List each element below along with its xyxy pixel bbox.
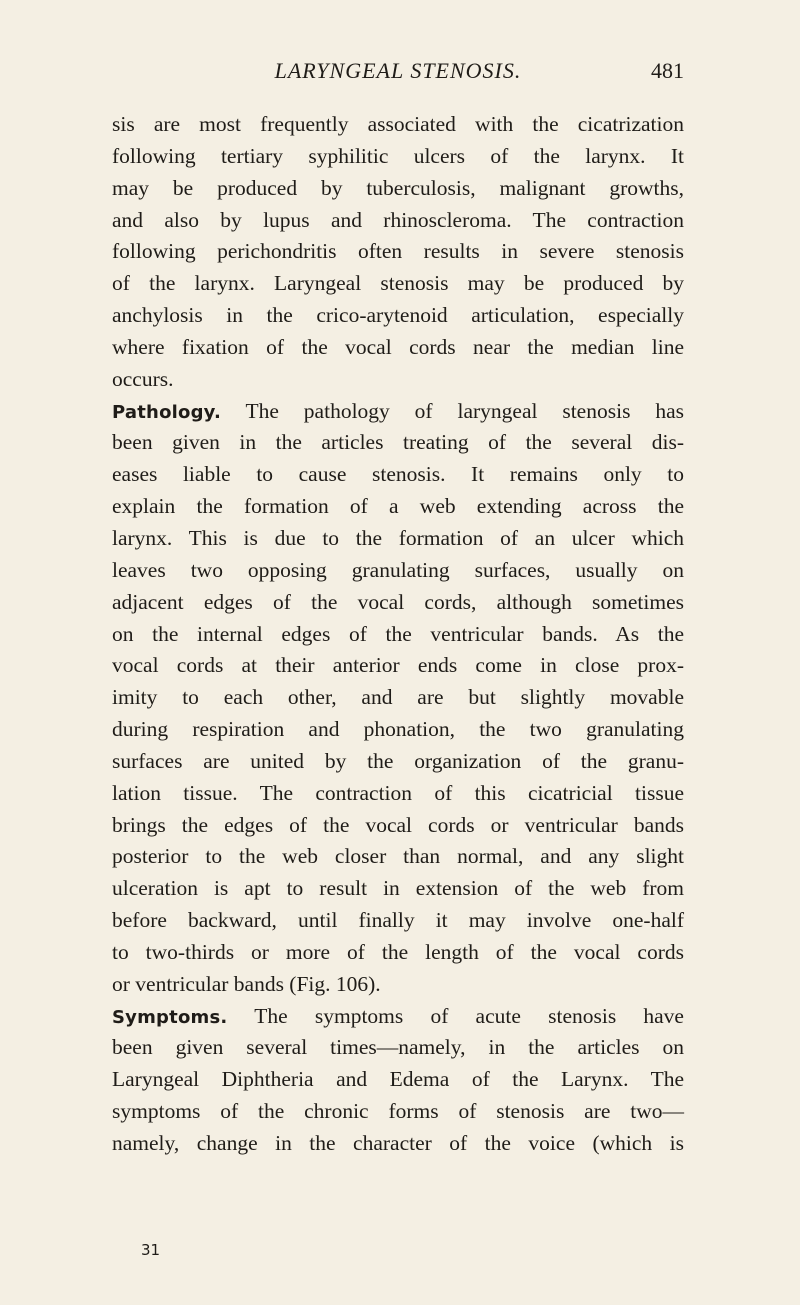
text-line: anchylosis in the crico-arytenoid articulation, especially: [112, 303, 684, 328]
text-line: ulceration is apt to result in extension of the web from: [112, 876, 684, 901]
section-heading-pathology: Pathology.: [112, 401, 221, 423]
text-line: during respiration and phonation, the two granulating: [112, 717, 684, 742]
text-line: lation tissue. The contraction of this cicatricial tissue: [112, 780, 684, 805]
text-line: brings the edges of the vocal cords or ventricular bands: [112, 812, 684, 837]
text-line: posterior to the web closer than normal, and any slight: [112, 844, 684, 869]
text-line: larynx. This is due to the formation of an ulcer which: [112, 525, 684, 550]
text-line: surfaces are united by the organization of the granu-: [112, 748, 684, 773]
text-line: sis are most frequently associated with the cicatrization: [112, 112, 684, 136]
text-line: Laryngeal Diphtheria and Edema of the Larynx. The: [112, 1067, 684, 1092]
text-line: on the internal edges of the ventricular bands. As the: [112, 621, 684, 646]
text-line: of the larynx. Laryngeal stenosis may be produced by: [112, 271, 684, 296]
section-heading-symptoms: Symptoms.: [112, 1006, 228, 1028]
text-line: adjacent edges of the vocal cords, although sometimes: [112, 589, 684, 614]
text-line: leaves two opposing granulating surfaces, usually on: [112, 557, 684, 582]
text-line: explain the formation of a web extending across the: [112, 494, 684, 519]
text-line: vocal cords at their anterior ends come in close prox-: [112, 653, 684, 678]
text-line: imity to each other, and are but slightly movable: [112, 685, 684, 710]
text-line: been given several times—namely, in the articles on: [112, 1035, 684, 1060]
text-line: namely, change in the character of the voice (which is: [112, 1131, 684, 1155]
text-line: eases liable to cause stenosis. It remains only to: [112, 462, 684, 487]
text-line: before backward, until finally it may involve one-half: [112, 908, 684, 933]
text-line: or ventricular bands (Fig. 106).: [112, 971, 381, 996]
text-line: symptoms of the chronic forms of stenosis are two—: [112, 1099, 684, 1124]
text-line: to two-thirds or more of the length of the vocal cords: [112, 939, 684, 964]
text-line: occurs.: [112, 366, 174, 391]
text-line: and also by lupus and rhinoscleroma. The contraction: [112, 207, 684, 232]
section-first-line-text: The pathology of laryngeal stenosis has: [245, 398, 684, 423]
signature-mark: 31: [141, 1241, 161, 1259]
text-line: following tertiary syphilitic ulcers of the larynx. It: [112, 143, 684, 168]
page-number: 481: [651, 58, 684, 83]
running-title: LARYNGEAL STENOSIS.: [274, 58, 522, 83]
text-line: been given in the articles treating of the several dis-: [112, 430, 684, 455]
text-line: following perichondritis often results in severe stenosis: [112, 239, 684, 264]
text-line: may be produced by tuberculosis, malignant growths,: [112, 175, 684, 200]
section-first-line: [112, 396, 684, 428]
section-first-line: [112, 1001, 684, 1033]
text-line: where fixation of the vocal cords near the median line: [112, 334, 684, 359]
running-head: [112, 58, 684, 90]
section-first-line-text: The symptoms of acute stenosis have: [254, 1003, 684, 1028]
body-text: [112, 109, 684, 1160]
